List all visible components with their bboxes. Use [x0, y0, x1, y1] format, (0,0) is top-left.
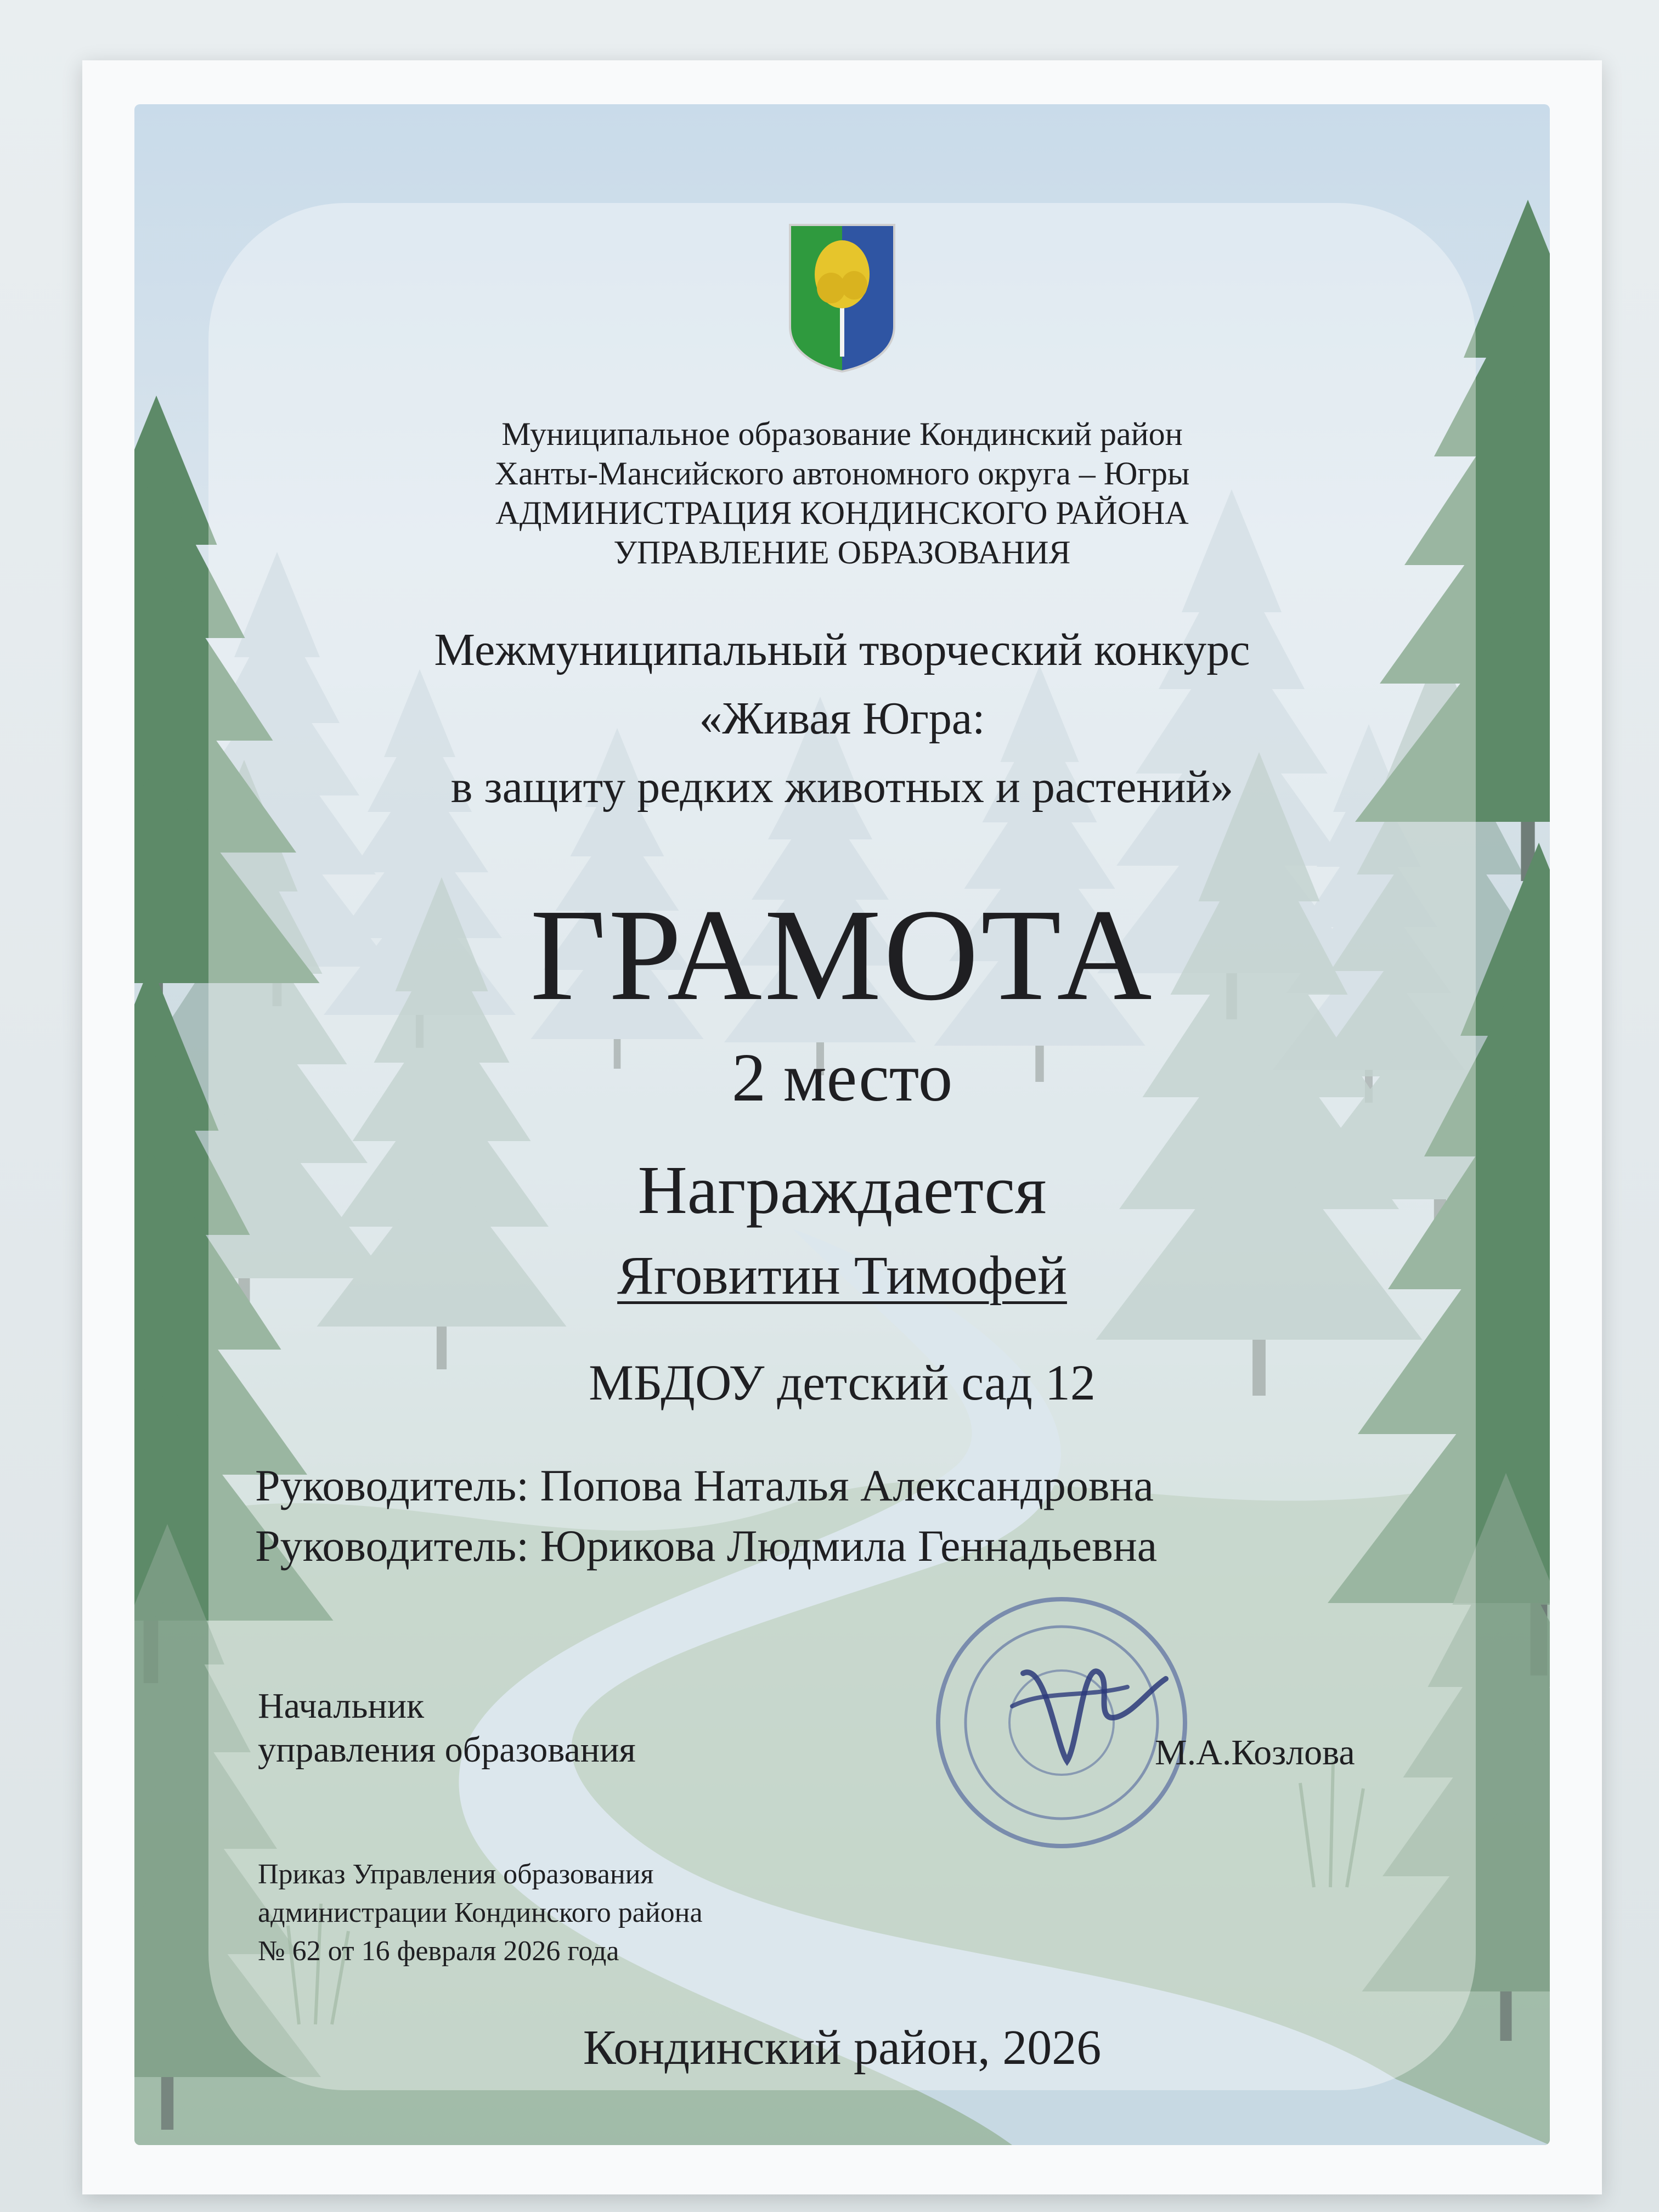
official-stamp-with-signature	[919, 1580, 1204, 1865]
certificate-title: ГРАМОТА	[530, 882, 1154, 1028]
header-line-4: УПРАВЛЕНИЕ ОБРАЗОВАНИЯ	[613, 534, 1071, 571]
header-line-1: Муниципальное образование Кондинский район	[501, 416, 1183, 452]
order-line-2: администрации Кондинского района	[258, 1897, 703, 1928]
coat-of-arms-emblem	[787, 222, 897, 373]
recipient-name: Яговитин Тимофей	[617, 1245, 1067, 1306]
signer-position-line-1: Начальник	[258, 1686, 425, 1726]
signer-name: М.А.Козлова	[1155, 1733, 1355, 1773]
place-label: 2 место	[731, 1040, 953, 1116]
order-line-1: Приказ Управления образования	[258, 1859, 654, 1890]
awarded-label: Награждается	[637, 1153, 1047, 1228]
order-line-3: № 62 от 16 февраля 2026 года	[258, 1936, 619, 1967]
signer-position-line-2: управления образования	[258, 1730, 636, 1770]
contest-line-1: Межмуниципальный творческий конкурс	[434, 624, 1250, 675]
certificate-paper	[82, 60, 1602, 2194]
footer-place-year: Кондинский район, 2026	[583, 2021, 1102, 2075]
contest-line-3: в защиту редких животных и растений»	[450, 761, 1234, 812]
header-line-2: Ханты-Мансийского автономного округа – Югры	[494, 455, 1190, 492]
certificate-content	[134, 104, 1550, 2145]
contest-line-2: «Живая Югра:	[699, 693, 985, 744]
header-line-3: АДМИНИСТРАЦИЯ КОНДИНСКОГО РАЙОНА	[495, 495, 1189, 531]
certificate-frame	[134, 104, 1550, 2145]
leader-2: Руководитель: Юрикова Людмила Геннадьевна	[255, 1521, 1158, 1571]
organization-name: МБДОУ детский сад 12	[589, 1355, 1096, 1410]
leader-1: Руководитель: Попова Наталья Александровна	[255, 1460, 1154, 1510]
